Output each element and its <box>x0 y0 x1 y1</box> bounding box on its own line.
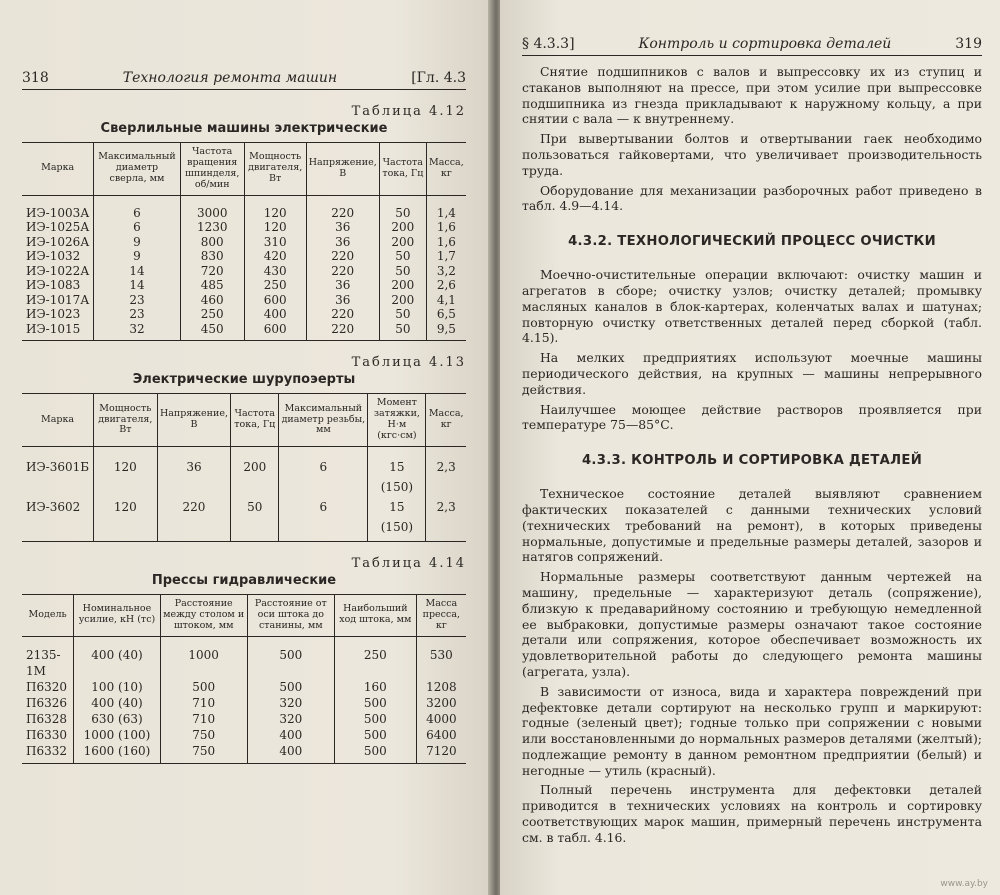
table-cell: 120 <box>94 497 158 542</box>
table-cell: 710 <box>160 711 247 727</box>
table-cell: 120 <box>94 446 158 497</box>
column-header: Марка <box>22 394 94 447</box>
table-cell: 450 <box>180 322 244 341</box>
right-running-head <box>522 36 982 56</box>
table-cell: 500 <box>247 679 334 695</box>
table-cell: 36 <box>306 278 379 293</box>
table-row <box>22 446 466 497</box>
table-cell: 1230 <box>180 220 244 235</box>
table-cell: 1,7 <box>426 249 466 264</box>
table-cell: 400 <box>247 727 334 743</box>
table-cell: 600 <box>244 293 306 308</box>
column-header: Момент затяжки, Н·м (кгс·см) <box>368 394 426 447</box>
table-cell: 14 <box>94 278 180 293</box>
column-header: Максимальный диаметр резьбы, мм <box>279 394 368 447</box>
table-row <box>22 743 466 764</box>
table-cell: ИЭ-3601Б <box>26 459 90 474</box>
table-cell: ИЭ-1017А <box>26 292 90 307</box>
column-header: Расстояние от оси штока до станины, мм <box>247 594 334 636</box>
table-row <box>22 220 466 235</box>
table-row <box>22 307 466 322</box>
table-cell: 23 <box>94 293 180 308</box>
table-cell: П6330 <box>26 727 68 742</box>
table-row <box>22 195 466 220</box>
paragraph: Снятие подшипников с валов и выпрессовку их из ступиц и стаканов выполняют на прессе, при этом усилие при выпрессовке подшипника из гнезда прикладывают к наружному кольцу, а при снятии с вала — к внутреннему. <box>522 64 982 127</box>
table-cell: 720 <box>180 264 244 279</box>
paragraph: При вывертывании болтов и отвертывании гаек необходимо пользоваться гайковертами, что увеличивает производительность труда. <box>522 131 982 178</box>
table-cell: 1,6 <box>426 220 466 235</box>
chapter-ref: [Гл. 4.3 <box>411 70 466 86</box>
table-cell: 500 <box>335 711 417 727</box>
table-cell: ИЭ-1003А <box>26 205 90 220</box>
table-cell: 4000 <box>416 711 466 727</box>
table-cell: 6 <box>279 497 368 542</box>
table-cell: 200 <box>231 446 279 497</box>
table-cell: 220 <box>157 497 231 542</box>
left-page-number: 318 <box>22 70 49 86</box>
column-header: Частота тока, Гц <box>231 394 279 447</box>
paragraph: В зависимости от износа, вида и характера повреждений при дефектовке детали сортируют на несколько групп и маркируют: годные (зеленый цвет); годные только при сопряжении с новыми или восстановленными до нормальных размеров деталями (желтый); подлежащие ремонту в данном ремонтном предприятии (белый) и негодные — утиль (красный). <box>522 683 982 778</box>
table-cell: 220 <box>306 264 379 279</box>
table-cell: 200 <box>379 235 426 250</box>
table-row <box>22 293 466 308</box>
table-cell: ИЭ-1026А <box>26 234 90 249</box>
drills-table <box>22 142 466 341</box>
table-cell: 3200 <box>416 695 466 711</box>
table-cell: 7120 <box>416 743 466 764</box>
table-cell: 250 <box>180 307 244 322</box>
column-header: Номинальное усилие, кН (тс) <box>74 594 161 636</box>
table-cell: 250 <box>335 636 417 679</box>
table-cell: П6326 <box>26 695 68 710</box>
table-cell: 9,5 <box>426 322 466 341</box>
table-row <box>22 636 466 679</box>
table-cell: 50 <box>379 264 426 279</box>
table-cell: 4,1 <box>426 293 466 308</box>
table-cell: ИЭ-1015 <box>22 322 94 341</box>
table-cell: 220 <box>306 195 379 220</box>
table-cell: 830 <box>180 249 244 264</box>
table-caption: Таблица 4.14 <box>351 555 466 571</box>
left-running-head <box>22 70 466 90</box>
table-cell: 485 <box>180 278 244 293</box>
table-row <box>22 249 466 264</box>
table-cell: 36 <box>306 220 379 235</box>
table-cell: 120 <box>244 220 306 235</box>
table-cell: 420 <box>244 249 306 264</box>
table-cell: 100 (10) <box>74 679 161 695</box>
table-cell: 1000 <box>160 636 247 679</box>
table-cell: 500 <box>247 636 334 679</box>
table-cell: 6 <box>94 220 180 235</box>
table-cell: 750 <box>160 727 247 743</box>
table-cell: 310 <box>244 235 306 250</box>
paragraph: Моечно-очистительные операции включают: очистку машин и агрегатов в сборе; очистку узлов; очистку деталей; промывку масляных каналов в блок-картерах, коленчатых валах и шатунах; повторную очистку ответственных деталей перед сборкой (табл. 4.15). <box>522 267 982 346</box>
table-cell: 1000 (100) <box>74 727 161 743</box>
table-cell: 1,4 <box>426 195 466 220</box>
table-row <box>22 679 466 695</box>
column-header: Модель <box>22 594 74 636</box>
column-header: Частота тока, Гц <box>379 143 426 196</box>
table-row <box>22 264 466 279</box>
table-cell: 200 <box>379 278 426 293</box>
table-cell: 2,6 <box>426 278 466 293</box>
table-cell: П6332 <box>22 743 74 764</box>
table-title: Электрические шурупоэерты <box>132 372 356 388</box>
table-cell: 6,5 <box>426 307 466 322</box>
paragraph: На мелких предприятиях используют моечные машины периодического действия, на крупных — машины непрерывного действия. <box>522 350 982 397</box>
table-cell: ИЭ-3602 <box>22 497 94 542</box>
table-title: Прессы гидравлические <box>151 572 337 588</box>
table-cell: П6320 <box>26 679 68 694</box>
watermark: www.ay.by <box>940 879 988 889</box>
column-header: Наибольший ход штока, мм <box>335 594 417 636</box>
table-cell: 1,6 <box>426 235 466 250</box>
table-cell: ИЭ-1025А <box>26 220 90 235</box>
table-cell: ИЭ-1032 <box>26 249 81 264</box>
table-cell: 36 <box>306 293 379 308</box>
screwdrivers-table <box>22 393 466 542</box>
table-cell: 320 <box>247 695 334 711</box>
section-heading: 4.3.3. КОНТРОЛЬ И СОРТИРОВКА ДЕТАЛЕЙ <box>581 453 923 469</box>
table-cell: ИЭ-1083 <box>26 278 81 293</box>
table-cell: 500 <box>335 743 417 764</box>
table-cell: 600 <box>244 322 306 341</box>
table-cell: 36 <box>157 446 231 497</box>
column-header: Мощность двигателя, Вт <box>244 143 306 196</box>
table-cell: 3000 <box>180 195 244 220</box>
table-cell: 2135-1М <box>26 647 61 678</box>
table-cell: 220 <box>306 322 379 341</box>
left-running-title: Технология ремонта машин <box>122 70 338 86</box>
table-title: Сверлильные машины электрические <box>100 121 388 136</box>
table-cell: П6328 <box>26 711 68 726</box>
table-cell: 1208 <box>416 679 466 695</box>
table-cell: 15 (150) <box>368 497 426 542</box>
table-cell: 750 <box>160 743 247 764</box>
column-header: Максимальный диаметр сверла, мм <box>94 143 180 196</box>
table-cell: 710 <box>160 695 247 711</box>
table-cell: 50 <box>379 195 426 220</box>
table-cell: 15 (150) <box>368 446 426 497</box>
column-header: Масса пресса, кг <box>416 594 466 636</box>
table-cell: 400 <box>244 307 306 322</box>
column-header: Расстояние между столом и штоком, мм <box>160 594 247 636</box>
paragraph: Наилучшее моющее действие растворов проявляется при температуре 75—85°С. <box>522 401 982 433</box>
column-header: Напряжение, В <box>157 394 231 447</box>
table-row <box>22 497 466 542</box>
table-caption: Таблица 4.12 <box>351 104 466 119</box>
right-page <box>500 0 1000 895</box>
table-cell: ИЭ-1022А <box>26 263 90 278</box>
table-cell: 460 <box>180 293 244 308</box>
table-cell: 400 (40) <box>74 695 161 711</box>
column-header: Напряжение, В <box>306 143 379 196</box>
paragraph: Нормальные размеры соответствуют данным чертежей на машину, предельные — характеризуют деталь (сопряжение), близкую к предаварийному состоянию и требующую немедленной ее выбраковки, допустимые размеры означают такое состояние детали или сопряжения, которое обеспечивает возможность их удовлетворительной работы до следующего ремонта машины (агрегата, узла). <box>522 569 982 679</box>
column-header: Мощность двигателя, Вт <box>94 394 158 447</box>
table-cell: 220 <box>306 307 379 322</box>
table-row <box>22 711 466 727</box>
table-cell: 220 <box>306 249 379 264</box>
table-cell: 50 <box>379 322 426 341</box>
column-header: Масса, кг <box>426 394 466 447</box>
table-cell: 36 <box>306 235 379 250</box>
section-heading: 4.3.2. ТЕХНОЛОГИЧЕСКИЙ ПРОЦЕСС ОЧИСТКИ <box>568 234 936 250</box>
section-ref: § 4.3.3] <box>522 36 575 52</box>
paragraph: Полный перечень инструмента для дефектовки деталей приводится в технических условиях на контроль и сортировку соответствующих марок машин, примерный перечень инструмента см. в табл. 4.16. <box>522 782 982 845</box>
table-cell: 320 <box>247 711 334 727</box>
table-row <box>22 322 466 341</box>
table-cell: 32 <box>94 322 180 341</box>
table-cell: 14 <box>94 264 180 279</box>
table-row <box>22 695 466 711</box>
table-cell: 50 <box>379 307 426 322</box>
table-cell: 500 <box>160 679 247 695</box>
table-cell: 430 <box>244 264 306 279</box>
table-cell: 6400 <box>416 727 466 743</box>
table-cell: 50 <box>231 497 279 542</box>
column-header: Частота вращения шпинделя, об/мин <box>180 143 244 196</box>
paragraph: Техническое состояние деталей выявляют сравнением фактических показателей с данными технических условий (технических требований на ремонт), в которых приведены нормальные, допустимые и предельные размеры деталей, зазоров и натягов сопряжений. <box>522 486 982 565</box>
right-page-number: 319 <box>955 36 982 52</box>
table-cell: 1600 (160) <box>74 743 161 764</box>
table-cell: 9 <box>94 249 180 264</box>
table-cell: 200 <box>379 220 426 235</box>
table-row <box>22 235 466 250</box>
right-running-title: Контроль и сортировка деталей <box>638 36 892 52</box>
table-cell: 120 <box>244 195 306 220</box>
column-header: Марка <box>22 143 94 196</box>
table-cell: 800 <box>180 235 244 250</box>
table-cell: 2,3 <box>426 497 466 542</box>
table-cell: 2,3 <box>426 446 466 497</box>
table-cell: 3,2 <box>426 264 466 279</box>
left-page <box>0 0 492 895</box>
table-cell: 6 <box>279 446 368 497</box>
table-cell: 400 <box>247 743 334 764</box>
table-caption: Таблица 4.13 <box>351 355 466 371</box>
table-cell: 23 <box>94 307 180 322</box>
paragraph: Оборудование для механизации разборочных работ приведено в табл. 4.9—4.14. <box>522 182 982 214</box>
table-cell: 200 <box>379 293 426 308</box>
table-cell: 50 <box>379 249 426 264</box>
column-header: Масса, кг <box>426 143 466 196</box>
table-cell: 250 <box>244 278 306 293</box>
table-cell: ИЭ-1023 <box>26 307 81 322</box>
table-cell: 500 <box>335 695 417 711</box>
presses-table <box>22 594 466 764</box>
table-cell: 530 <box>416 636 466 679</box>
table-cell: 6 <box>94 195 180 220</box>
table-cell: 630 (63) <box>74 711 161 727</box>
table-cell: 9 <box>94 235 180 250</box>
table-row <box>22 278 466 293</box>
table-cell: 500 <box>335 727 417 743</box>
table-row <box>22 727 466 743</box>
table-cell: 400 (40) <box>74 636 161 679</box>
table-cell: 160 <box>335 679 417 695</box>
